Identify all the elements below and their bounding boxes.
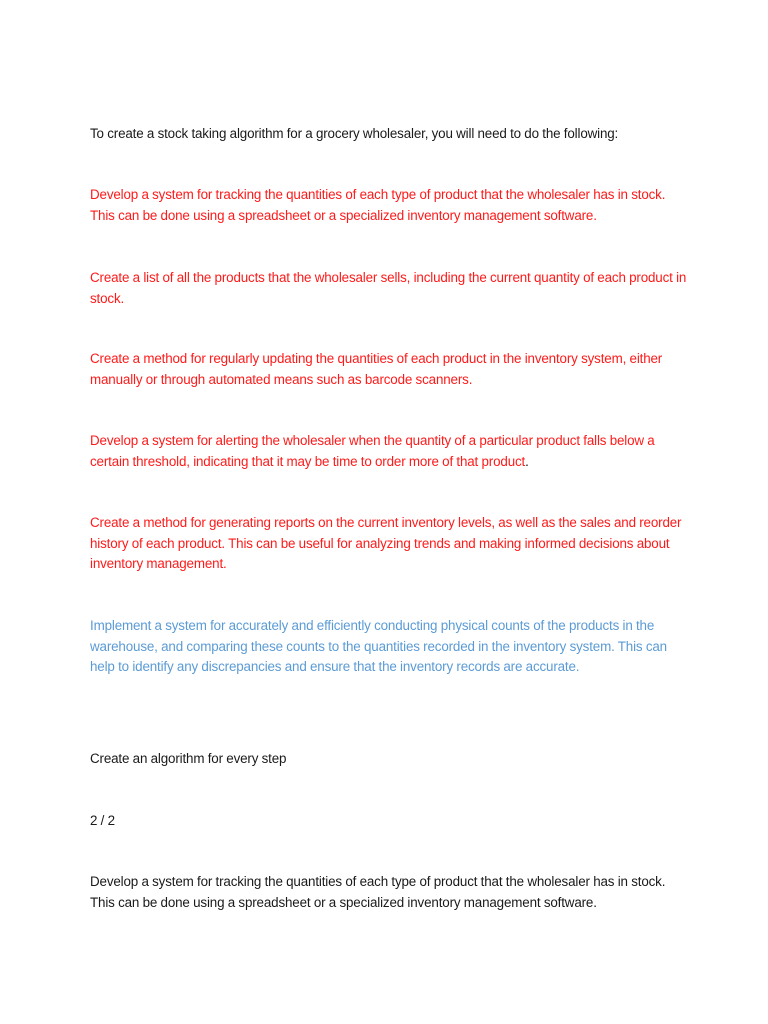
- step-alerting-text: Develop a system for alerting the wholesaler when the quantity of a particular product falls below a certain threshold, indicating that it may be time to order more of that product: [90, 433, 655, 469]
- step-alerting-paragraph: [90, 431, 690, 472]
- step-alerting-period: .: [525, 453, 529, 469]
- step-reports-paragraph: Create a method for generating reports on the current inventory levels, as well as the sales and reorder history of each product. This can be useful for analyzing trends and making informed decisions about inventory management.: [90, 515, 682, 571]
- step-product-list-paragraph: Create a list of all the products that the wholesaler sells, including the current quantity of each product in stock.: [90, 270, 687, 306]
- prompt-paragraph: Create an algorithm for every step: [90, 751, 287, 766]
- step-tracking-paragraph: Develop a system for tracking the quantities of each type of product that the wholesaler has in stock. This can be done using a spreadsheet or a specialized inventory management software.: [90, 187, 666, 223]
- page-counter: 2 / 2: [90, 813, 115, 828]
- intro-paragraph: To create a stock taking algorithm for a grocery wholesaler, you will need to do the following:: [90, 126, 619, 141]
- step-updating-paragraph: Create a method for regularly updating the quantities of each product in the inventory system, either manually or through automated means such as barcode scanners.: [90, 351, 663, 387]
- response-paragraph: Develop a system for tracking the quantities of each type of product that the wholesaler has in stock. This can be done using a spreadsheet or a specialized inventory management software.: [90, 874, 666, 910]
- step-physical-count-paragraph: Implement a system for accurately and efficiently conducting physical counts of the products in the warehouse, and comparing these counts to the quantities recorded in the inventory system. This can help to identify any discrepancies and ensure that the inventory records are accurate.: [90, 618, 667, 674]
